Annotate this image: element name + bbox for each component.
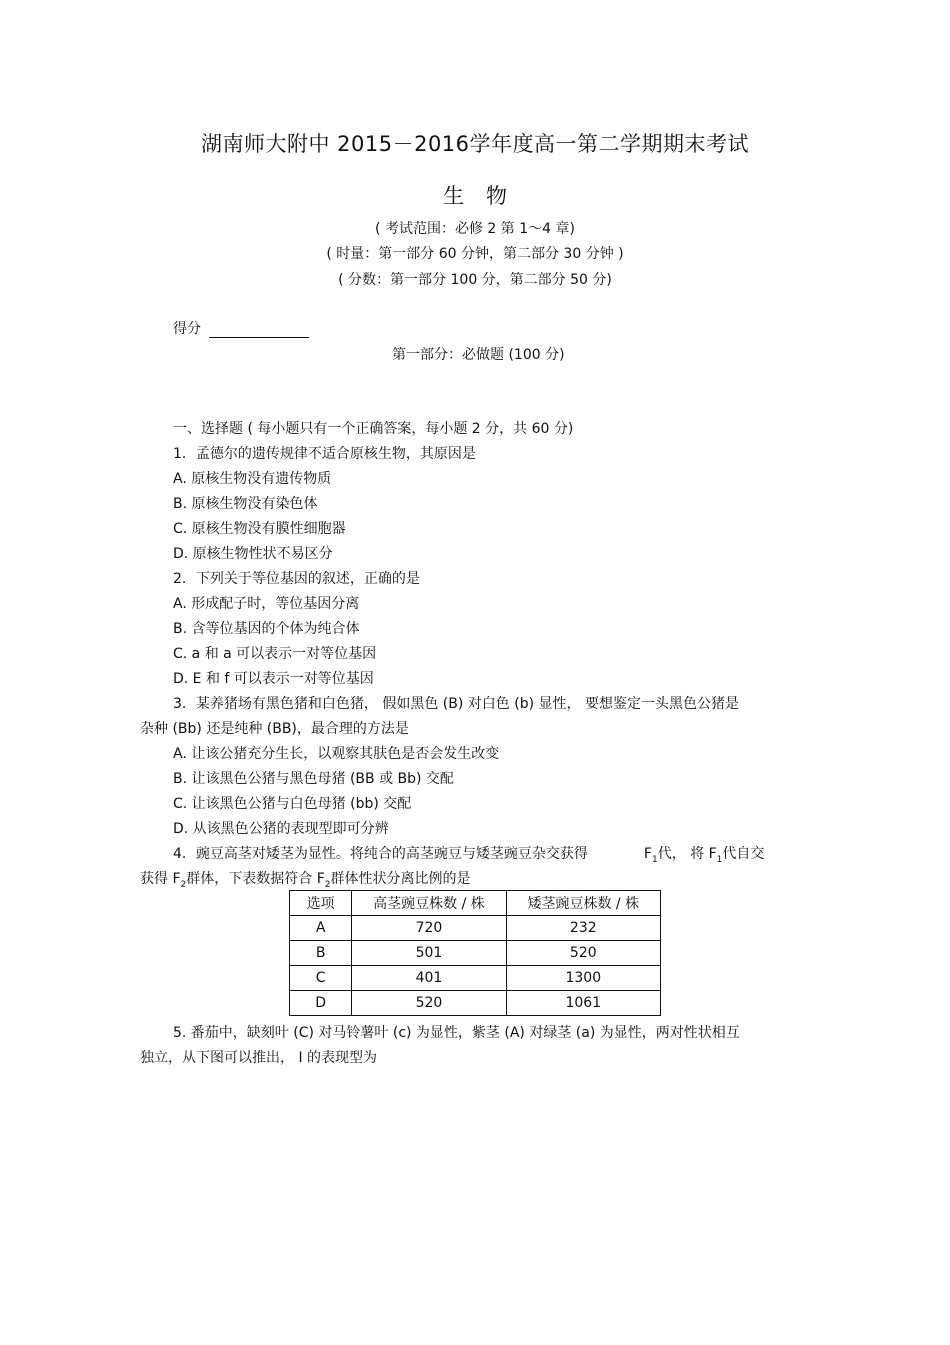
question-2-option-a: A. 形成配子时，等位基因分离 — [173, 596, 360, 612]
table-cell: 520 — [506, 941, 660, 966]
score-field — [173, 318, 309, 338]
table-header-cell: 矮茎豌豆株数 / 株 — [506, 891, 660, 916]
exam-scope: ( 考试范围：必修 2 第 1～4 章) — [375, 221, 575, 237]
exam-points: ( 分数：第一部分 100 分，第二部分 50 分) — [338, 272, 612, 288]
question-1-option-d: D. 原核生物性状不易区分 — [173, 546, 333, 562]
table-header-row — [290, 891, 661, 916]
question-3-stem-line-2: 杂种 (Bb) 还是纯种 (BB)，最合理的方法是 — [140, 721, 409, 737]
table-cell: 501 — [352, 941, 506, 966]
question-1-option-a: A. 原核生物没有遗传物质 — [173, 471, 332, 487]
question-3-option-d: D. 从该黑色公猪的表现型即可分辨 — [173, 821, 389, 837]
table-header-cell: 高茎豌豆株数 / 株 — [352, 891, 506, 916]
exam-title: 湖南师大附中 2015－2016学年度高一第二学期期末考试 — [200, 132, 750, 156]
question-4-stem-line-2: 获得 $F_2$群体，下表数据符合 $F_2$群体性状分离比例的是 — [140, 871, 471, 890]
table-cell: 720 — [352, 916, 506, 941]
table-cell: B — [290, 941, 352, 966]
question-3-stem-line-1: 3．某养猪场有黑色猪和白色猪， 假如黑色 (B) 对白色 (b) 显性， 要想鉴定一头黑色公猪是 — [173, 696, 739, 712]
question-3-option-c: C. 让该黑色公猪与白色母猪 (bb) 交配 — [173, 796, 412, 812]
question-1-stem: 1．孟德尔的遗传规律不适合原核生物，其原因是 — [173, 446, 476, 462]
question-1-option-c: C. 原核生物没有膜性细胞器 — [173, 521, 346, 537]
table-row — [290, 991, 661, 1016]
question-2-option-d: D. E 和 f 可以表示一对等位基因 — [173, 671, 374, 687]
exam-time: ( 时量：第一部分 60 分钟，第二部分 30 分钟 ) — [326, 246, 624, 262]
question-4-table — [289, 890, 661, 1016]
question-3-option-b: B. 让该黑色公猪与黑色母猪 (BB 或 Bb) 交配 — [173, 771, 454, 787]
question-4-stem-line-1: 4．豌豆高茎对矮茎为显性。将纯合的高茎豌豆与矮茎豌豆杂交获得 $F_1$代， 将 $F_1$代自交 — [173, 846, 765, 865]
table-cell: A — [290, 916, 352, 941]
question-3-option-a: A. 让该公猪充分生长，以观察其肤色是否会发生改变 — [173, 746, 500, 762]
score-blank — [209, 323, 309, 338]
table-cell: 1300 — [506, 966, 660, 991]
table-cell: 1061 — [506, 991, 660, 1016]
table-cell: C — [290, 966, 352, 991]
section-heading: 一、选择题 ( 每小题只有一个正确答案，每小题 2 分，共 60 分) — [173, 421, 574, 437]
table-row — [290, 966, 661, 991]
table-cell: 232 — [506, 916, 660, 941]
table-cell: 401 — [352, 966, 506, 991]
table-row — [290, 941, 661, 966]
table-cell: D — [290, 991, 352, 1016]
question-5-stem-line-2: 独立，从下图可以推出， Ⅰ 的表现型为 — [140, 1050, 378, 1066]
table-header-cell: 选项 — [290, 891, 352, 916]
table-row — [290, 916, 661, 941]
question-5-stem-line-1: 5. 番茄中，缺刻叶 (C) 对马铃薯叶 (c) 为显性，紫茎 (A) 对绿茎 (a) 为显性，两对性状相互 — [173, 1025, 740, 1041]
subject-title: 生物 — [443, 184, 529, 208]
question-2-option-c: C. a 和 a 可以表示一对等位基因 — [173, 646, 377, 662]
part-title: 第一部分：必做题 (100 分) — [392, 347, 565, 363]
question-1-option-b: B. 原核生物没有染色体 — [173, 496, 318, 512]
table-cell: 520 — [352, 991, 506, 1016]
score-label: 得分 — [173, 321, 201, 337]
question-2-option-b: B. 含等位基因的个体为纯合体 — [173, 621, 360, 637]
question-2-stem: 2．下列关于等位基因的叙述，正确的是 — [173, 571, 420, 587]
